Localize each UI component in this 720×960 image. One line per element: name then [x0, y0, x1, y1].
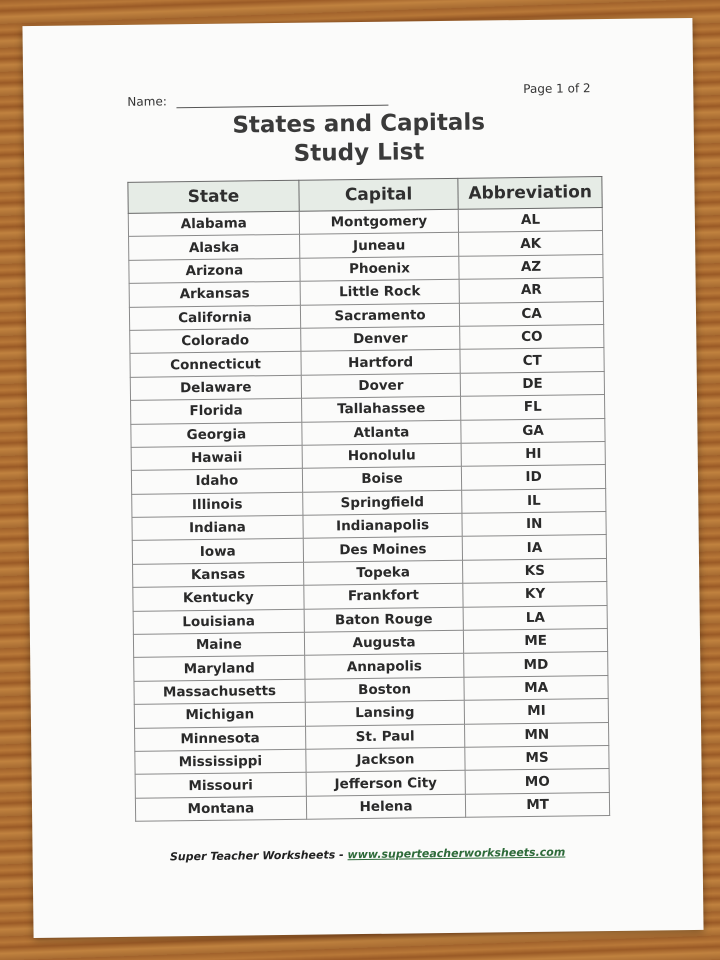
- capital-cell: St. Paul: [305, 724, 465, 749]
- abbreviation-cell: ID: [462, 465, 606, 490]
- capital-cell: Atlanta: [302, 420, 462, 445]
- state-cell: Florida: [131, 398, 302, 423]
- state-cell: California: [129, 305, 300, 330]
- state-cell: Louisiana: [133, 609, 304, 634]
- abbreviation-cell: LA: [463, 605, 607, 630]
- abbreviation-cell: AL: [458, 208, 602, 233]
- abbreviation-cell: IN: [462, 512, 606, 537]
- abbreviation-cell: MI: [464, 699, 608, 724]
- state-cell: Georgia: [131, 422, 302, 447]
- capital-cell: Hartford: [301, 350, 461, 375]
- capital-cell: Indianapolis: [303, 513, 463, 538]
- abbreviation-cell: MT: [466, 792, 610, 817]
- footer-brand: Super Teacher Worksheets: [169, 848, 336, 864]
- abbreviation-cell: CA: [460, 301, 604, 326]
- capital-cell: Jackson: [306, 747, 466, 772]
- abbreviation-cell: HI: [461, 441, 605, 466]
- abbreviation-cell: MS: [465, 746, 609, 771]
- capital-cell: Baton Rouge: [304, 607, 464, 632]
- state-cell: Missouri: [135, 773, 306, 798]
- state-cell: Iowa: [132, 539, 303, 564]
- abbreviation-cell: MA: [464, 675, 608, 700]
- capital-cell: Little Rock: [300, 279, 460, 304]
- name-field: [127, 92, 389, 109]
- states-capitals-table: [127, 176, 610, 822]
- abbreviation-cell: AR: [459, 278, 603, 303]
- state-cell: Massachusetts: [134, 679, 305, 704]
- state-cell: Colorado: [130, 328, 301, 353]
- state-cell: Maryland: [134, 656, 305, 681]
- state-cell: Connecticut: [130, 352, 301, 377]
- abbreviation-cell: DE: [460, 371, 604, 396]
- capital-cell: Juneau: [299, 233, 459, 258]
- abbreviation-cell: IL: [462, 488, 606, 513]
- capital-cell: Frankfort: [304, 584, 464, 609]
- capital-cell: Sacramento: [300, 303, 460, 328]
- page-number: Page 1 of 2: [523, 81, 591, 97]
- capital-cell: Augusta: [304, 630, 464, 655]
- state-cell: Kansas: [133, 562, 304, 587]
- table-body: [128, 208, 609, 822]
- table-row: [135, 792, 609, 821]
- state-cell: Illinois: [132, 492, 303, 517]
- abbreviation-cell: KY: [463, 582, 607, 607]
- capital-cell: Dover: [301, 373, 461, 398]
- state-cell: Indiana: [132, 515, 303, 540]
- state-cell: Arizona: [129, 258, 300, 283]
- state-cell: Michigan: [134, 702, 305, 727]
- abbreviation-cell: MN: [465, 722, 609, 747]
- column-header-capital: Capital: [299, 178, 459, 211]
- state-cell: Hawaii: [131, 445, 302, 470]
- capital-cell: Montgomery: [299, 209, 459, 234]
- footer-website-link[interactable]: www.superteacherworksheets.com: [347, 845, 566, 862]
- abbreviation-cell: MD: [464, 652, 608, 677]
- abbreviation-cell: IA: [462, 535, 606, 560]
- state-cell: Alabama: [128, 211, 299, 236]
- capital-cell: Annapolis: [304, 654, 464, 679]
- state-cell: Minnesota: [135, 726, 306, 751]
- capital-cell: Boise: [302, 467, 462, 492]
- footer-separator: -: [339, 848, 344, 862]
- capital-cell: Phoenix: [300, 256, 460, 281]
- state-cell: Mississippi: [135, 749, 306, 774]
- capital-cell: Des Moines: [303, 537, 463, 562]
- state-cell: Delaware: [130, 375, 301, 400]
- abbreviation-cell: CO: [460, 325, 604, 350]
- capital-cell: Lansing: [305, 700, 465, 725]
- capital-cell: Jefferson City: [306, 771, 466, 796]
- name-blank-line: [177, 93, 389, 109]
- state-cell: Maine: [133, 632, 304, 657]
- title-line-1: States and Capitals: [232, 109, 486, 139]
- name-label: Name:: [127, 94, 167, 109]
- page-title: [24, 106, 695, 172]
- abbreviation-cell: FL: [461, 395, 605, 420]
- abbreviation-cell: CT: [460, 348, 604, 373]
- state-cell: Idaho: [131, 469, 302, 494]
- worksheet-page: [22, 18, 703, 938]
- capital-cell: Helena: [306, 794, 466, 819]
- abbreviation-cell: MO: [465, 769, 609, 794]
- capital-cell: Springfield: [302, 490, 462, 515]
- column-header-abbreviation: Abbreviation: [458, 177, 602, 210]
- footer: [33, 844, 703, 865]
- state-cell: Montana: [135, 796, 306, 821]
- capital-cell: Denver: [300, 326, 460, 351]
- capital-cell: Tallahassee: [301, 396, 461, 421]
- capital-cell: Topeka: [303, 560, 463, 585]
- title-line-2: Study List: [293, 139, 425, 167]
- abbreviation-cell: AK: [459, 231, 603, 256]
- capital-cell: Boston: [305, 677, 465, 702]
- abbreviation-cell: AZ: [459, 254, 603, 279]
- abbreviation-cell: ME: [464, 629, 608, 654]
- state-cell: Arkansas: [129, 281, 300, 306]
- capital-cell: Honolulu: [302, 443, 462, 468]
- abbreviation-cell: GA: [461, 418, 605, 443]
- state-cell: Kentucky: [133, 585, 304, 610]
- column-header-state: State: [128, 180, 299, 213]
- state-cell: Alaska: [129, 235, 300, 260]
- abbreviation-cell: KS: [463, 558, 607, 583]
